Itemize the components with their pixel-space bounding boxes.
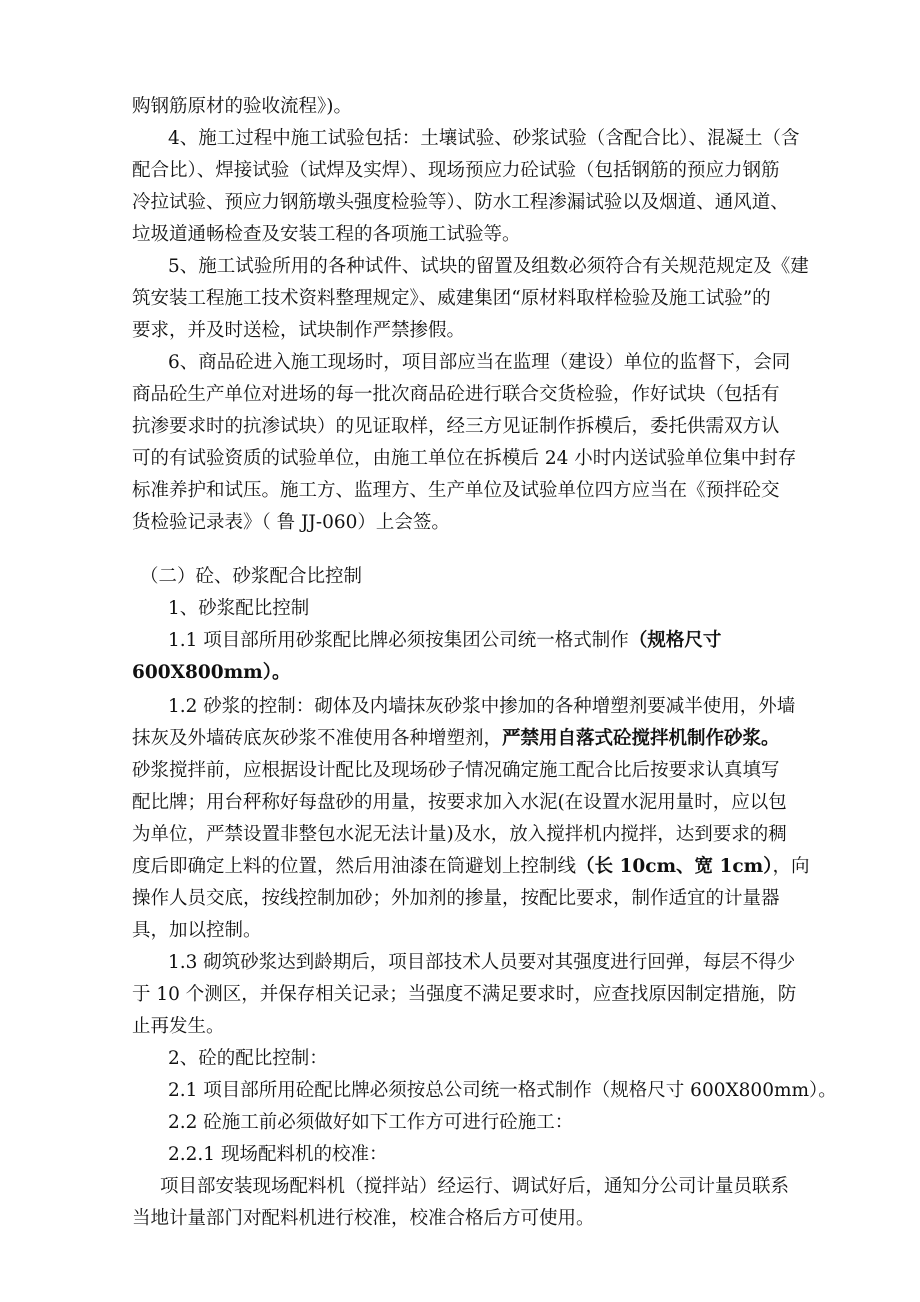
- item-1-1-line-2: 600X800mm）。: [132, 662, 291, 683]
- item-1-3-line-1: 1.3 砌筑砂浆达到龄期后，项目部技术人员要对其强度进行回弹，每层不得少: [168, 952, 796, 973]
- paragraph-6-line-4: 可的有试验资质的试验单位，由施工单位在拆模后 24 小时内送试验单位集中封存: [132, 448, 797, 469]
- paragraph-5-line-2: 筑安装工程施工技术资料整理规定》、威建集团“原材料取样检验及施工试验”的: [132, 288, 771, 309]
- paragraph-4-line-1: 4、施工过程中施工试验包括：土壤试验、砂浆试验（含配合比）、混凝土（含: [168, 128, 800, 149]
- item-1-2-line-6-end: ，向: [772, 856, 810, 877]
- paragraph-6-line-6: 货检验记录表》（ 鲁 JJ-060）上会签。: [132, 512, 450, 533]
- paragraph-6-line-3: 抗渗要求时的抗渗试块）的见证取样，经三方见证制作拆模后，委托供需双方认: [132, 416, 780, 437]
- item-1-1-text: 1.1 项目部所用砂浆配比牌必须按集团公司统一格式制作: [168, 630, 629, 651]
- item-1-2-line-3: 砂浆搅拌前，应根据设计配比及现场砂子情况确定施工配合比后按要求认真填写: [132, 760, 780, 781]
- item-2-1: 2.1 项目部所用砼配比牌必须按总公司统一格式制作（规格尺寸 600X800mm）。: [168, 1080, 837, 1101]
- item-2-2-1-body-line-1: 项目部安装现场配料机（搅拌站）经运行、调试好后，通知分公司计量员联系: [160, 1176, 790, 1197]
- item-1-2-line-6-text: 度后即确定上料的位置，然后用油漆在筒避划上控制线: [132, 856, 577, 877]
- paragraph-6-line-5: 标准养护和试压。施工方、监理方、生产单位及试验单位四方应当在《预拌砼交: [132, 480, 780, 501]
- item-1-1-line-1: [168, 626, 804, 656]
- paragraph-6-line-2: 商品砼生产单位对进场的每一批次商品砼进行联合交货检验，作好试块（包括有: [132, 384, 780, 405]
- item-1-2-warning-bold: 严禁用自落式砼搅拌机制作砂浆。: [502, 728, 780, 749]
- item-1-2-line-5: 为单位，严禁设置非整包水泥无法计量)及水，放入搅拌机内搅拌，达到要求的稠: [132, 824, 787, 845]
- paragraph-4-line-2: 配合比）、焊接试验（试焊及实焊）、现场预应力砼试验（包括钢筋的预应力钢筋: [132, 160, 780, 181]
- item-1-3-line-3: 止再发生。: [132, 1016, 225, 1037]
- item-1-2-dimension-bold: （长 10cm、宽 1cm）: [576, 856, 773, 877]
- item-1-2-line-2: [132, 724, 804, 754]
- item-1-2-line-7: 操作人员交底，按线控制加砂；外加剂的掺量，按配比要求，制作适宜的计量器: [132, 888, 780, 909]
- paragraph-5-line-3: 要求，并及时送检，试块制作严禁掺假。: [132, 320, 466, 341]
- item-1-2-line-8: 具，加以控制。: [132, 920, 262, 941]
- paragraph-4-line-4: 垃圾道通畅检查及安装工程的各项施工试验等。: [132, 224, 521, 245]
- item-2-2-1-body-line-2: 当地计量部门对配料机进行校准，校准合格后方可使用。: [132, 1208, 595, 1229]
- paragraph-6-line-1: 6、商品砼进入施工现场时，项目部应当在监理（建设）单位的监督下，会同: [168, 352, 791, 373]
- subsection-2-heading: 2、砼的配比控制：: [168, 1048, 328, 1069]
- item-1-2-line-1: 1.2 砂浆的控制：砌体及内墙抹灰砂浆中掺加的各种增塑剂要减半使用，外墙: [168, 696, 796, 717]
- subsection-1-heading: 1、砂浆配比控制: [168, 598, 310, 619]
- item-1-2-line-2-text: 抹灰及外墙砖底灰砂浆不准使用各种增塑剂，: [132, 728, 503, 749]
- item-1-2-line-6: [132, 852, 810, 882]
- paragraph-5-line-1: 5、施工试验所用的各种试件、试块的留置及组数必须符合有关规范规定及《建: [168, 256, 809, 277]
- paragraph-3-tail: 购钢筋原材的验收流程》)。: [132, 96, 352, 117]
- item-2-2-1-heading: 2.2.1 现场配料机的校准：: [168, 1144, 388, 1165]
- paragraph-4-line-3: 冷拉试验、预应力钢筋墩头强度检验等）、防水工程渗漏试验以及烟道、通风道、: [132, 192, 789, 213]
- section-2-heading: （二）砼、砂浆配合比控制: [140, 566, 363, 587]
- item-1-2-line-4: 配比牌；用台秤称好每盘砂的用量，按要求加入水泥(在设置水泥用量时，应以包: [132, 792, 787, 813]
- item-1-1-size-bold: （规格尺寸: [628, 630, 722, 651]
- item-2-2: 2.2 砼施工前必须做好如下工作方可进行砼施工：: [168, 1112, 574, 1133]
- item-1-3-line-2: 于 10 个测区，并保存相关记录；当强度不满足要求时，应查找原因制定措施，防: [132, 984, 797, 1005]
